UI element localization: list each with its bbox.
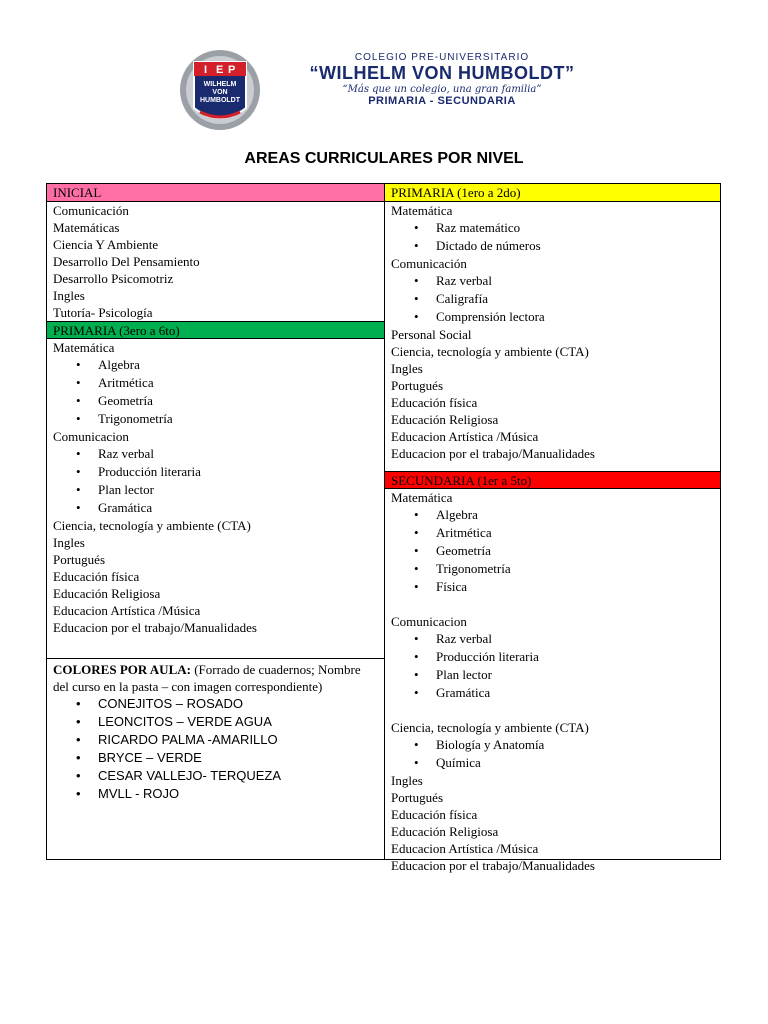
subject-heading: Comunicacion xyxy=(391,614,467,629)
list-item: • RICARDO PALMA -AMARILLO xyxy=(53,731,378,749)
list-item: Comunicación xyxy=(53,203,129,218)
list-item: Ingles xyxy=(53,288,85,303)
list-item: • Aritmética xyxy=(53,374,384,392)
list-item: • Física xyxy=(391,578,720,596)
emblem-letter: E xyxy=(216,64,224,76)
list-item: • Gramática xyxy=(391,684,720,702)
list-item: • LEONCITOS – VERDE AGUA xyxy=(53,713,378,731)
list-item: • Comprensión lectora xyxy=(391,308,720,326)
secundaria-list xyxy=(385,489,720,874)
list-item: • Plan lector xyxy=(53,481,384,499)
school-emblem-icon xyxy=(170,48,270,132)
emblem-letter: P xyxy=(228,64,236,76)
list-item: • MVLL - ROJO xyxy=(53,785,378,803)
colors-heading: COLORES POR AULA: xyxy=(53,662,191,677)
subject-heading: Comunicacion xyxy=(53,429,129,444)
list-item: Portugués xyxy=(391,378,443,393)
school-levels: PRIMARIA - SECUNDARIA xyxy=(368,95,516,107)
curriculum-table xyxy=(46,183,721,873)
list-item: Educación Religiosa xyxy=(53,586,161,601)
list-item: • Caligrafía xyxy=(391,290,720,308)
list-item: • BRYCE – VERDE xyxy=(53,749,378,767)
list-item: Educación física xyxy=(391,807,478,822)
school-name-block xyxy=(274,50,610,107)
inicial-header: INICIAL xyxy=(47,184,384,202)
emblem-name: VON xyxy=(212,89,228,96)
list-item: Ciencia, tecnología y ambiente (CTA) xyxy=(391,344,589,359)
colors-per-classroom xyxy=(47,658,384,805)
subject-heading: Comunicación xyxy=(391,256,467,271)
primaria-alta-list xyxy=(47,339,384,636)
subject-heading: Ciencia, tecnología y ambiente (CTA) xyxy=(391,720,589,735)
list-item: Educación física xyxy=(53,569,140,584)
list-item: • Trigonometría xyxy=(391,560,720,578)
list-item: • Raz matemático xyxy=(391,219,720,237)
list-item: • Aritmética xyxy=(391,524,720,542)
list-item: • Química xyxy=(391,754,720,772)
list-item: • Raz verbal xyxy=(53,445,384,463)
list-item: • Plan lector xyxy=(391,666,720,684)
list-item: • Raz verbal xyxy=(391,272,720,290)
list-item: Educacion por el trabajo/Manualidades xyxy=(53,620,257,635)
list-item: • CONEJITOS – ROSADO xyxy=(53,695,378,713)
list-item: Educacion Artística /Música xyxy=(391,841,539,856)
list-item: Ingles xyxy=(391,361,423,376)
list-item: Educacion Artística /Música xyxy=(53,603,201,618)
list-item: Desarrollo Psicomotriz xyxy=(53,271,174,286)
primaria-alta-header: PRIMARIA (3ero a 6to) xyxy=(47,321,384,339)
subject-heading: Matemática xyxy=(391,203,453,218)
school-type: COLEGIO PRE-UNIVERSITARIO xyxy=(354,52,530,63)
list-item: Personal Social xyxy=(391,327,472,342)
list-item: Ciencia, tecnología y ambiente (CTA) xyxy=(53,518,251,533)
left-column xyxy=(47,184,385,859)
list-item: Ingles xyxy=(53,535,85,550)
colors-description: (Forrado de cuadernos; Nombre del curso en la pasta – con imagen correspondiente) xyxy=(53,662,361,694)
list-item: • Geometría xyxy=(391,542,720,560)
list-item: Ingles xyxy=(391,773,423,788)
list-item: • Gramática xyxy=(53,499,384,517)
emblem-name: WILHELM xyxy=(203,81,237,88)
list-item: • Algebra xyxy=(53,356,384,374)
page-title: AREAS CURRICULARES POR NIVEL xyxy=(244,150,524,167)
list-item: • Geometría xyxy=(53,392,384,410)
list-item: • Biología y Anatomía xyxy=(391,736,720,754)
emblem-name: HUMBOLDT xyxy=(199,97,241,104)
primaria-baja-header: PRIMARIA (1ero a 2do) xyxy=(385,184,720,202)
list-item: • Dictado de números xyxy=(391,237,720,255)
list-item: • CESAR VALLEJO- TERQUEZA xyxy=(53,767,378,785)
school-header xyxy=(170,48,610,132)
primaria-baja-list xyxy=(385,202,720,462)
emblem-letter: I xyxy=(204,64,208,76)
list-item: Educacion por el trabajo/Manualidades xyxy=(391,858,595,873)
list-item: • Producción literaria xyxy=(391,648,720,666)
school-name: “WILHELM VON HUMBOLDT” xyxy=(309,63,575,83)
list-item: Matemáticas xyxy=(53,220,120,235)
list-item: Educación Religiosa xyxy=(391,824,499,839)
list-item: • Raz verbal xyxy=(391,630,720,648)
list-item: • Algebra xyxy=(391,506,720,524)
list-item: Portugués xyxy=(53,552,105,567)
subject-heading: Matemática xyxy=(391,490,453,505)
list-item: • Trigonometría xyxy=(53,410,384,428)
list-item: Educación Religiosa xyxy=(391,412,499,427)
list-item: Educación física xyxy=(391,395,478,410)
list-item: Educacion por el trabajo/Manualidades xyxy=(391,446,595,461)
list-item: Desarrollo Del Pensamiento xyxy=(53,254,200,269)
subject-heading: Matemática xyxy=(53,340,115,355)
inicial-list xyxy=(47,202,384,321)
list-item: Educacion Artística /Música xyxy=(391,429,539,444)
list-item: Ciencia Y Ambiente xyxy=(53,237,159,252)
colors-intro xyxy=(53,661,378,695)
list-item: Portugués xyxy=(391,790,443,805)
list-item: • Producción literaria xyxy=(53,463,384,481)
list-item: Tutoría- Psicología xyxy=(53,305,153,320)
secundaria-header: SECUNDARIA (1er a 5to) xyxy=(385,471,720,489)
school-slogan: “Más que un colegio, una gran familia” xyxy=(342,84,542,95)
right-column xyxy=(385,184,720,873)
